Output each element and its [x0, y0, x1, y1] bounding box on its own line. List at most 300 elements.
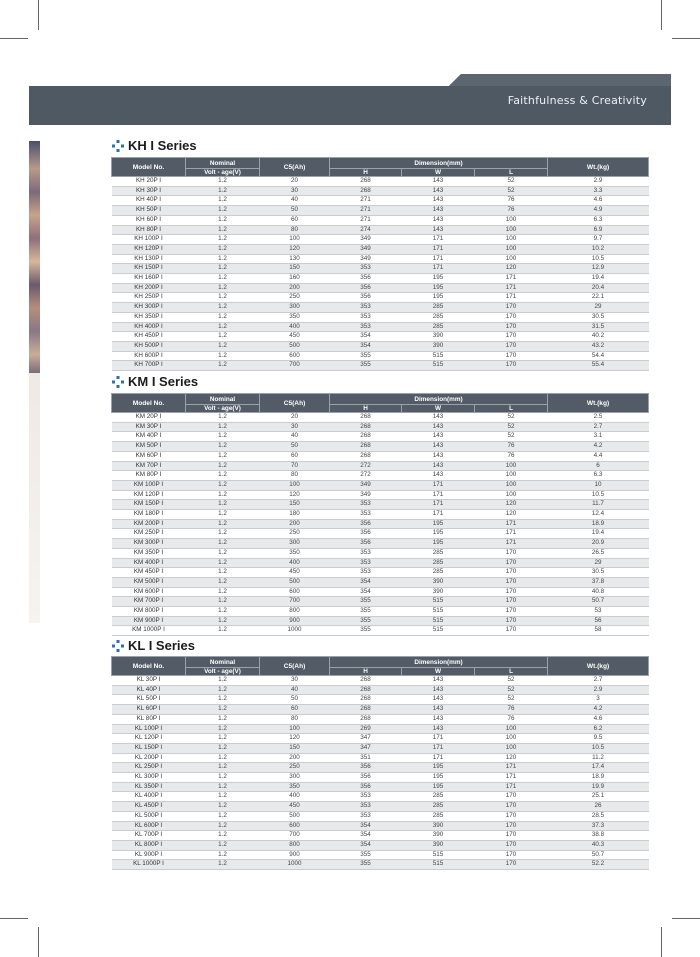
- table-row: [112, 821, 649, 831]
- col-w: W: [402, 668, 475, 676]
- table-cell: 1.2: [186, 186, 260, 196]
- table-cell: 2.7: [548, 422, 649, 432]
- table-cell: 143: [402, 471, 475, 481]
- table-cell: 100: [475, 734, 548, 744]
- diamond-dots-icon: [112, 640, 124, 652]
- table-cell: 3.3: [548, 186, 649, 196]
- table-cell: 285: [402, 568, 475, 578]
- table-cell: 170: [475, 626, 548, 636]
- table-cell: 1.2: [186, 480, 260, 490]
- table-cell: 170: [475, 821, 548, 831]
- table-cell: 52: [475, 432, 548, 442]
- table-cell: 515: [402, 626, 475, 636]
- table-cell: 1.2: [186, 283, 260, 293]
- table-cell: 200: [260, 519, 330, 529]
- table-cell: 355: [330, 361, 402, 371]
- table-cell: 50: [260, 206, 330, 216]
- crop-mark: [0, 918, 28, 919]
- table-cell: 143: [402, 695, 475, 705]
- table-cell: 195: [402, 529, 475, 539]
- table-cell: 1.2: [186, 685, 260, 695]
- table-cell: 1.2: [186, 490, 260, 500]
- table-cell: 100: [475, 743, 548, 753]
- table-cell: 390: [402, 831, 475, 841]
- table-cell: KM 20P I: [112, 413, 186, 423]
- table-cell: 300: [260, 303, 330, 313]
- table-cell: 285: [402, 303, 475, 313]
- table-cell: 6: [548, 461, 649, 471]
- table-cell: 30: [260, 422, 330, 432]
- table-cell: KM 180P I: [112, 510, 186, 520]
- table-cell: 1.2: [186, 351, 260, 361]
- table-cell: 200: [260, 283, 330, 293]
- table-cell: KM 450P I: [112, 568, 186, 578]
- table-cell: 1.2: [186, 206, 260, 216]
- table-row: [112, 802, 649, 812]
- table-cell: KM 50P I: [112, 442, 186, 452]
- table-cell: 170: [475, 322, 548, 332]
- table-cell: 10.5: [548, 254, 649, 264]
- table-row: [112, 341, 649, 351]
- table-cell: 353: [330, 568, 402, 578]
- table-cell: 56: [548, 616, 649, 626]
- table-cell: 6.2: [548, 724, 649, 734]
- table-cell: 100: [475, 471, 548, 481]
- table-cell: 171: [402, 490, 475, 500]
- col-h: H: [330, 169, 402, 177]
- table-cell: 171: [402, 254, 475, 264]
- table-cell: 250: [260, 529, 330, 539]
- table-cell: 354: [330, 332, 402, 342]
- table-cell: 37.8: [548, 577, 649, 587]
- table-cell: 4.4: [548, 451, 649, 461]
- table-cell: 351: [330, 753, 402, 763]
- table-cell: 195: [402, 773, 475, 783]
- table-row: [112, 422, 649, 432]
- table-cell: 76: [475, 442, 548, 452]
- table-cell: 76: [475, 714, 548, 724]
- side-photo-strip: [29, 373, 40, 623]
- table-cell: KH 100P I: [112, 235, 186, 245]
- table-row: [112, 215, 649, 225]
- table-cell: 356: [330, 293, 402, 303]
- table-cell: 195: [402, 274, 475, 284]
- table-cell: 1.2: [186, 763, 260, 773]
- table-row: [112, 587, 649, 597]
- table-cell: 11.7: [548, 500, 649, 510]
- table-cell: 40.2: [548, 332, 649, 342]
- table-cell: 400: [260, 322, 330, 332]
- col-l: L: [475, 668, 548, 676]
- table-cell: 1.2: [186, 196, 260, 206]
- table-cell: KH 130P I: [112, 254, 186, 264]
- col-model: Model No.: [112, 657, 186, 676]
- table-cell: 285: [402, 322, 475, 332]
- table-cell: 500: [260, 341, 330, 351]
- table-cell: 20.9: [548, 539, 649, 549]
- table-cell: KM 900P I: [112, 616, 186, 626]
- table-cell: 195: [402, 539, 475, 549]
- table-cell: 350: [260, 548, 330, 558]
- table-cell: 1.2: [186, 782, 260, 792]
- table-cell: 800: [260, 607, 330, 617]
- table-cell: 356: [330, 283, 402, 293]
- table-cell: 1.2: [186, 705, 260, 715]
- table-cell: KM 1000P I: [112, 626, 186, 636]
- kh-spec-table: [111, 157, 649, 371]
- table-row: [112, 577, 649, 587]
- table-cell: 40: [260, 685, 330, 695]
- table-cell: 171: [402, 500, 475, 510]
- tagline: Faithfulness & Creativity: [507, 94, 647, 107]
- table-cell: 52: [475, 676, 548, 686]
- table-cell: 268: [330, 442, 402, 452]
- table-cell: 171: [402, 235, 475, 245]
- table-row: [112, 490, 649, 500]
- table-row: [112, 361, 649, 371]
- table-row: [112, 177, 649, 187]
- table-cell: 400: [260, 558, 330, 568]
- table-cell: 1.2: [186, 724, 260, 734]
- table-row: [112, 510, 649, 520]
- table-cell: 356: [330, 529, 402, 539]
- table-cell: 31.5: [548, 322, 649, 332]
- table-cell: 52: [475, 422, 548, 432]
- table-cell: 1.2: [186, 274, 260, 284]
- table-cell: 170: [475, 568, 548, 578]
- table-cell: 30.5: [548, 312, 649, 322]
- table-cell: 40.8: [548, 587, 649, 597]
- table-cell: 10.5: [548, 743, 649, 753]
- col-h: H: [330, 405, 402, 413]
- table-cell: 30: [260, 186, 330, 196]
- table-cell: 143: [402, 714, 475, 724]
- table-row: [112, 607, 649, 617]
- table-cell: 170: [475, 597, 548, 607]
- table-cell: 1000: [260, 626, 330, 636]
- table-cell: 450: [260, 568, 330, 578]
- table-cell: 353: [330, 312, 402, 322]
- table-cell: 268: [330, 422, 402, 432]
- table-cell: 2.5: [548, 413, 649, 423]
- table-cell: 1.2: [186, 510, 260, 520]
- table-cell: 390: [402, 341, 475, 351]
- table-cell: 143: [402, 685, 475, 695]
- diamond-dots-icon: [112, 376, 124, 388]
- table-row: [112, 597, 649, 607]
- table-cell: 100: [260, 235, 330, 245]
- table-cell: 349: [330, 254, 402, 264]
- table-cell: 195: [402, 283, 475, 293]
- table-cell: 356: [330, 539, 402, 549]
- table-cell: 171: [402, 753, 475, 763]
- table-row: [112, 471, 649, 481]
- table-cell: 1.2: [186, 539, 260, 549]
- table-cell: 171: [475, 293, 548, 303]
- table-cell: 354: [330, 587, 402, 597]
- table-cell: 30.5: [548, 568, 649, 578]
- table-cell: KH 50P I: [112, 206, 186, 216]
- table-cell: KH 120P I: [112, 244, 186, 254]
- table-cell: KL 400P I: [112, 792, 186, 802]
- table-cell: 1.2: [186, 734, 260, 744]
- table-cell: 500: [260, 811, 330, 821]
- table-cell: 1.2: [186, 607, 260, 617]
- table-cell: 171: [402, 510, 475, 520]
- table-cell: 390: [402, 577, 475, 587]
- table-cell: 19.4: [548, 274, 649, 284]
- table-cell: 1.2: [186, 568, 260, 578]
- table-cell: 120: [260, 734, 330, 744]
- table-cell: 18.9: [548, 519, 649, 529]
- table-cell: 170: [475, 840, 548, 850]
- table-cell: 53: [548, 607, 649, 617]
- table-cell: 100: [475, 244, 548, 254]
- table-cell: 12.9: [548, 264, 649, 274]
- table-cell: 1.2: [186, 341, 260, 351]
- table-cell: 1.2: [186, 442, 260, 452]
- table-row: [112, 186, 649, 196]
- table-row: [112, 724, 649, 734]
- table-cell: 143: [402, 177, 475, 187]
- table-cell: 600: [260, 351, 330, 361]
- table-cell: 29: [548, 558, 649, 568]
- table-cell: KH 200P I: [112, 283, 186, 293]
- table-cell: 269: [330, 724, 402, 734]
- table-cell: 1.2: [186, 753, 260, 763]
- table-cell: 43.2: [548, 341, 649, 351]
- table-cell: KH 150P I: [112, 264, 186, 274]
- table-row: [112, 811, 649, 821]
- table-cell: 268: [330, 432, 402, 442]
- table-cell: 268: [330, 676, 402, 686]
- table-cell: 355: [330, 860, 402, 870]
- col-voltage: Volt - age(V): [186, 668, 260, 676]
- crop-mark: [672, 918, 700, 919]
- table-cell: 170: [475, 332, 548, 342]
- table-cell: 200: [260, 753, 330, 763]
- table-cell: 1.2: [186, 811, 260, 821]
- crop-mark: [661, 927, 662, 957]
- table-cell: KL 700P I: [112, 831, 186, 841]
- table-cell: 1.2: [186, 743, 260, 753]
- table-cell: 52: [475, 695, 548, 705]
- table-row: [112, 568, 649, 578]
- table-cell: 1.2: [186, 587, 260, 597]
- table-cell: KM 100P I: [112, 480, 186, 490]
- table-cell: 143: [402, 432, 475, 442]
- table-row: [112, 695, 649, 705]
- table-cell: 1.2: [186, 303, 260, 313]
- table-cell: 52: [475, 685, 548, 695]
- table-cell: 1.2: [186, 676, 260, 686]
- table-cell: 50: [260, 695, 330, 705]
- table-row: [112, 413, 649, 423]
- table-cell: 272: [330, 461, 402, 471]
- table-cell: KH 160P I: [112, 274, 186, 284]
- table-cell: KH 450P I: [112, 332, 186, 342]
- table-cell: 100: [475, 235, 548, 245]
- table-cell: 171: [475, 782, 548, 792]
- col-w: W: [402, 405, 475, 413]
- table-cell: 50: [260, 442, 330, 452]
- table-cell: KL 350P I: [112, 782, 186, 792]
- table-cell: 80: [260, 225, 330, 235]
- table-cell: 54.4: [548, 351, 649, 361]
- table-cell: 80: [260, 471, 330, 481]
- table-cell: KL 40P I: [112, 685, 186, 695]
- table-cell: 10.2: [548, 244, 649, 254]
- table-cell: 100: [475, 254, 548, 264]
- crop-mark: [672, 38, 700, 39]
- table-cell: 450: [260, 802, 330, 812]
- crop-mark: [0, 38, 28, 39]
- table-cell: 100: [475, 480, 548, 490]
- table-cell: 353: [330, 303, 402, 313]
- table-cell: 285: [402, 792, 475, 802]
- table-cell: 347: [330, 734, 402, 744]
- crop-mark: [38, 927, 39, 957]
- table-row: [112, 850, 649, 860]
- table-row: [112, 705, 649, 715]
- table-cell: 353: [330, 802, 402, 812]
- table-cell: 170: [475, 616, 548, 626]
- table-cell: 52: [475, 413, 548, 423]
- table-cell: 26: [548, 802, 649, 812]
- table-cell: 800: [260, 840, 330, 850]
- col-dimension: Dimension(mm): [330, 394, 548, 405]
- table-cell: 170: [475, 558, 548, 568]
- table-cell: 143: [402, 206, 475, 216]
- table-cell: 52: [475, 186, 548, 196]
- table-cell: 390: [402, 821, 475, 831]
- table-cell: 1.2: [186, 792, 260, 802]
- table-cell: 40: [260, 432, 330, 442]
- table-cell: 143: [402, 225, 475, 235]
- table-cell: 354: [330, 341, 402, 351]
- table-cell: 1.2: [186, 264, 260, 274]
- table-cell: 285: [402, 558, 475, 568]
- crop-mark: [38, 0, 39, 30]
- table-cell: KL 120P I: [112, 734, 186, 744]
- table-cell: 354: [330, 840, 402, 850]
- table-row: [112, 312, 649, 322]
- table-row: [112, 714, 649, 724]
- table-cell: 170: [475, 587, 548, 597]
- table-cell: 120: [475, 264, 548, 274]
- table-cell: 195: [402, 519, 475, 529]
- table-cell: 143: [402, 442, 475, 452]
- table-cell: 268: [330, 177, 402, 187]
- table-cell: 2.9: [548, 685, 649, 695]
- table-cell: 4.6: [548, 714, 649, 724]
- table-cell: 1.2: [186, 451, 260, 461]
- table-cell: 1.2: [186, 626, 260, 636]
- table-row: [112, 264, 649, 274]
- table-cell: 1.2: [186, 840, 260, 850]
- table-cell: 1.2: [186, 695, 260, 705]
- table-cell: KM 700P I: [112, 597, 186, 607]
- table-cell: 3: [548, 695, 649, 705]
- table-cell: 171: [475, 539, 548, 549]
- table-cell: 80: [260, 714, 330, 724]
- table-cell: 1.2: [186, 361, 260, 371]
- table-cell: 4.6: [548, 196, 649, 206]
- table-cell: KM 150P I: [112, 500, 186, 510]
- table-cell: 515: [402, 597, 475, 607]
- table-cell: 1.2: [186, 244, 260, 254]
- table-cell: 40: [260, 196, 330, 206]
- table-row: [112, 225, 649, 235]
- table-cell: 195: [402, 782, 475, 792]
- table-row: [112, 254, 649, 264]
- table-cell: 515: [402, 850, 475, 860]
- table-cell: 37.3: [548, 821, 649, 831]
- table-cell: 120: [475, 500, 548, 510]
- table-cell: 170: [475, 802, 548, 812]
- table-row: [112, 753, 649, 763]
- col-weight: Wt.(kg): [548, 394, 649, 413]
- table-cell: 170: [475, 548, 548, 558]
- table-cell: 300: [260, 539, 330, 549]
- table-cell: 171: [402, 480, 475, 490]
- table-cell: 19.9: [548, 782, 649, 792]
- col-c5: C5(Ah): [260, 394, 330, 413]
- table-cell: KM 350P I: [112, 548, 186, 558]
- table-cell: 9.7: [548, 235, 649, 245]
- table-cell: 120: [260, 244, 330, 254]
- side-photo-strip: [29, 141, 40, 373]
- table-cell: 268: [330, 413, 402, 423]
- table-cell: 60: [260, 451, 330, 461]
- table-cell: 100: [475, 724, 548, 734]
- table-cell: 143: [402, 422, 475, 432]
- table-cell: 268: [330, 714, 402, 724]
- table-cell: 450: [260, 332, 330, 342]
- table-cell: KH 80P I: [112, 225, 186, 235]
- table-cell: 2.7: [548, 676, 649, 686]
- table-cell: 171: [475, 763, 548, 773]
- table-cell: 600: [260, 821, 330, 831]
- table-cell: KH 30P I: [112, 186, 186, 196]
- table-row: [112, 451, 649, 461]
- table-cell: 195: [402, 293, 475, 303]
- table-cell: 349: [330, 244, 402, 254]
- table-cell: 285: [402, 312, 475, 322]
- table-cell: 40.3: [548, 840, 649, 850]
- table-cell: 76: [475, 206, 548, 216]
- table-cell: KH 40P I: [112, 196, 186, 206]
- table-cell: 1.2: [186, 215, 260, 225]
- table-cell: 900: [260, 850, 330, 860]
- col-nominal: Nominal: [186, 158, 260, 169]
- table-cell: 1.2: [186, 597, 260, 607]
- table-row: [112, 831, 649, 841]
- table-cell: 285: [402, 811, 475, 821]
- table-cell: KL 200P I: [112, 753, 186, 763]
- table-cell: KH 350P I: [112, 312, 186, 322]
- table-cell: 58: [548, 626, 649, 636]
- table-cell: 300: [260, 773, 330, 783]
- table-cell: 355: [330, 597, 402, 607]
- table-cell: KH 60P I: [112, 215, 186, 225]
- table-cell: 271: [330, 206, 402, 216]
- table-cell: KL 600P I: [112, 821, 186, 831]
- table-row: [112, 480, 649, 490]
- table-row: [112, 432, 649, 442]
- table-cell: 700: [260, 831, 330, 841]
- table-cell: 170: [475, 312, 548, 322]
